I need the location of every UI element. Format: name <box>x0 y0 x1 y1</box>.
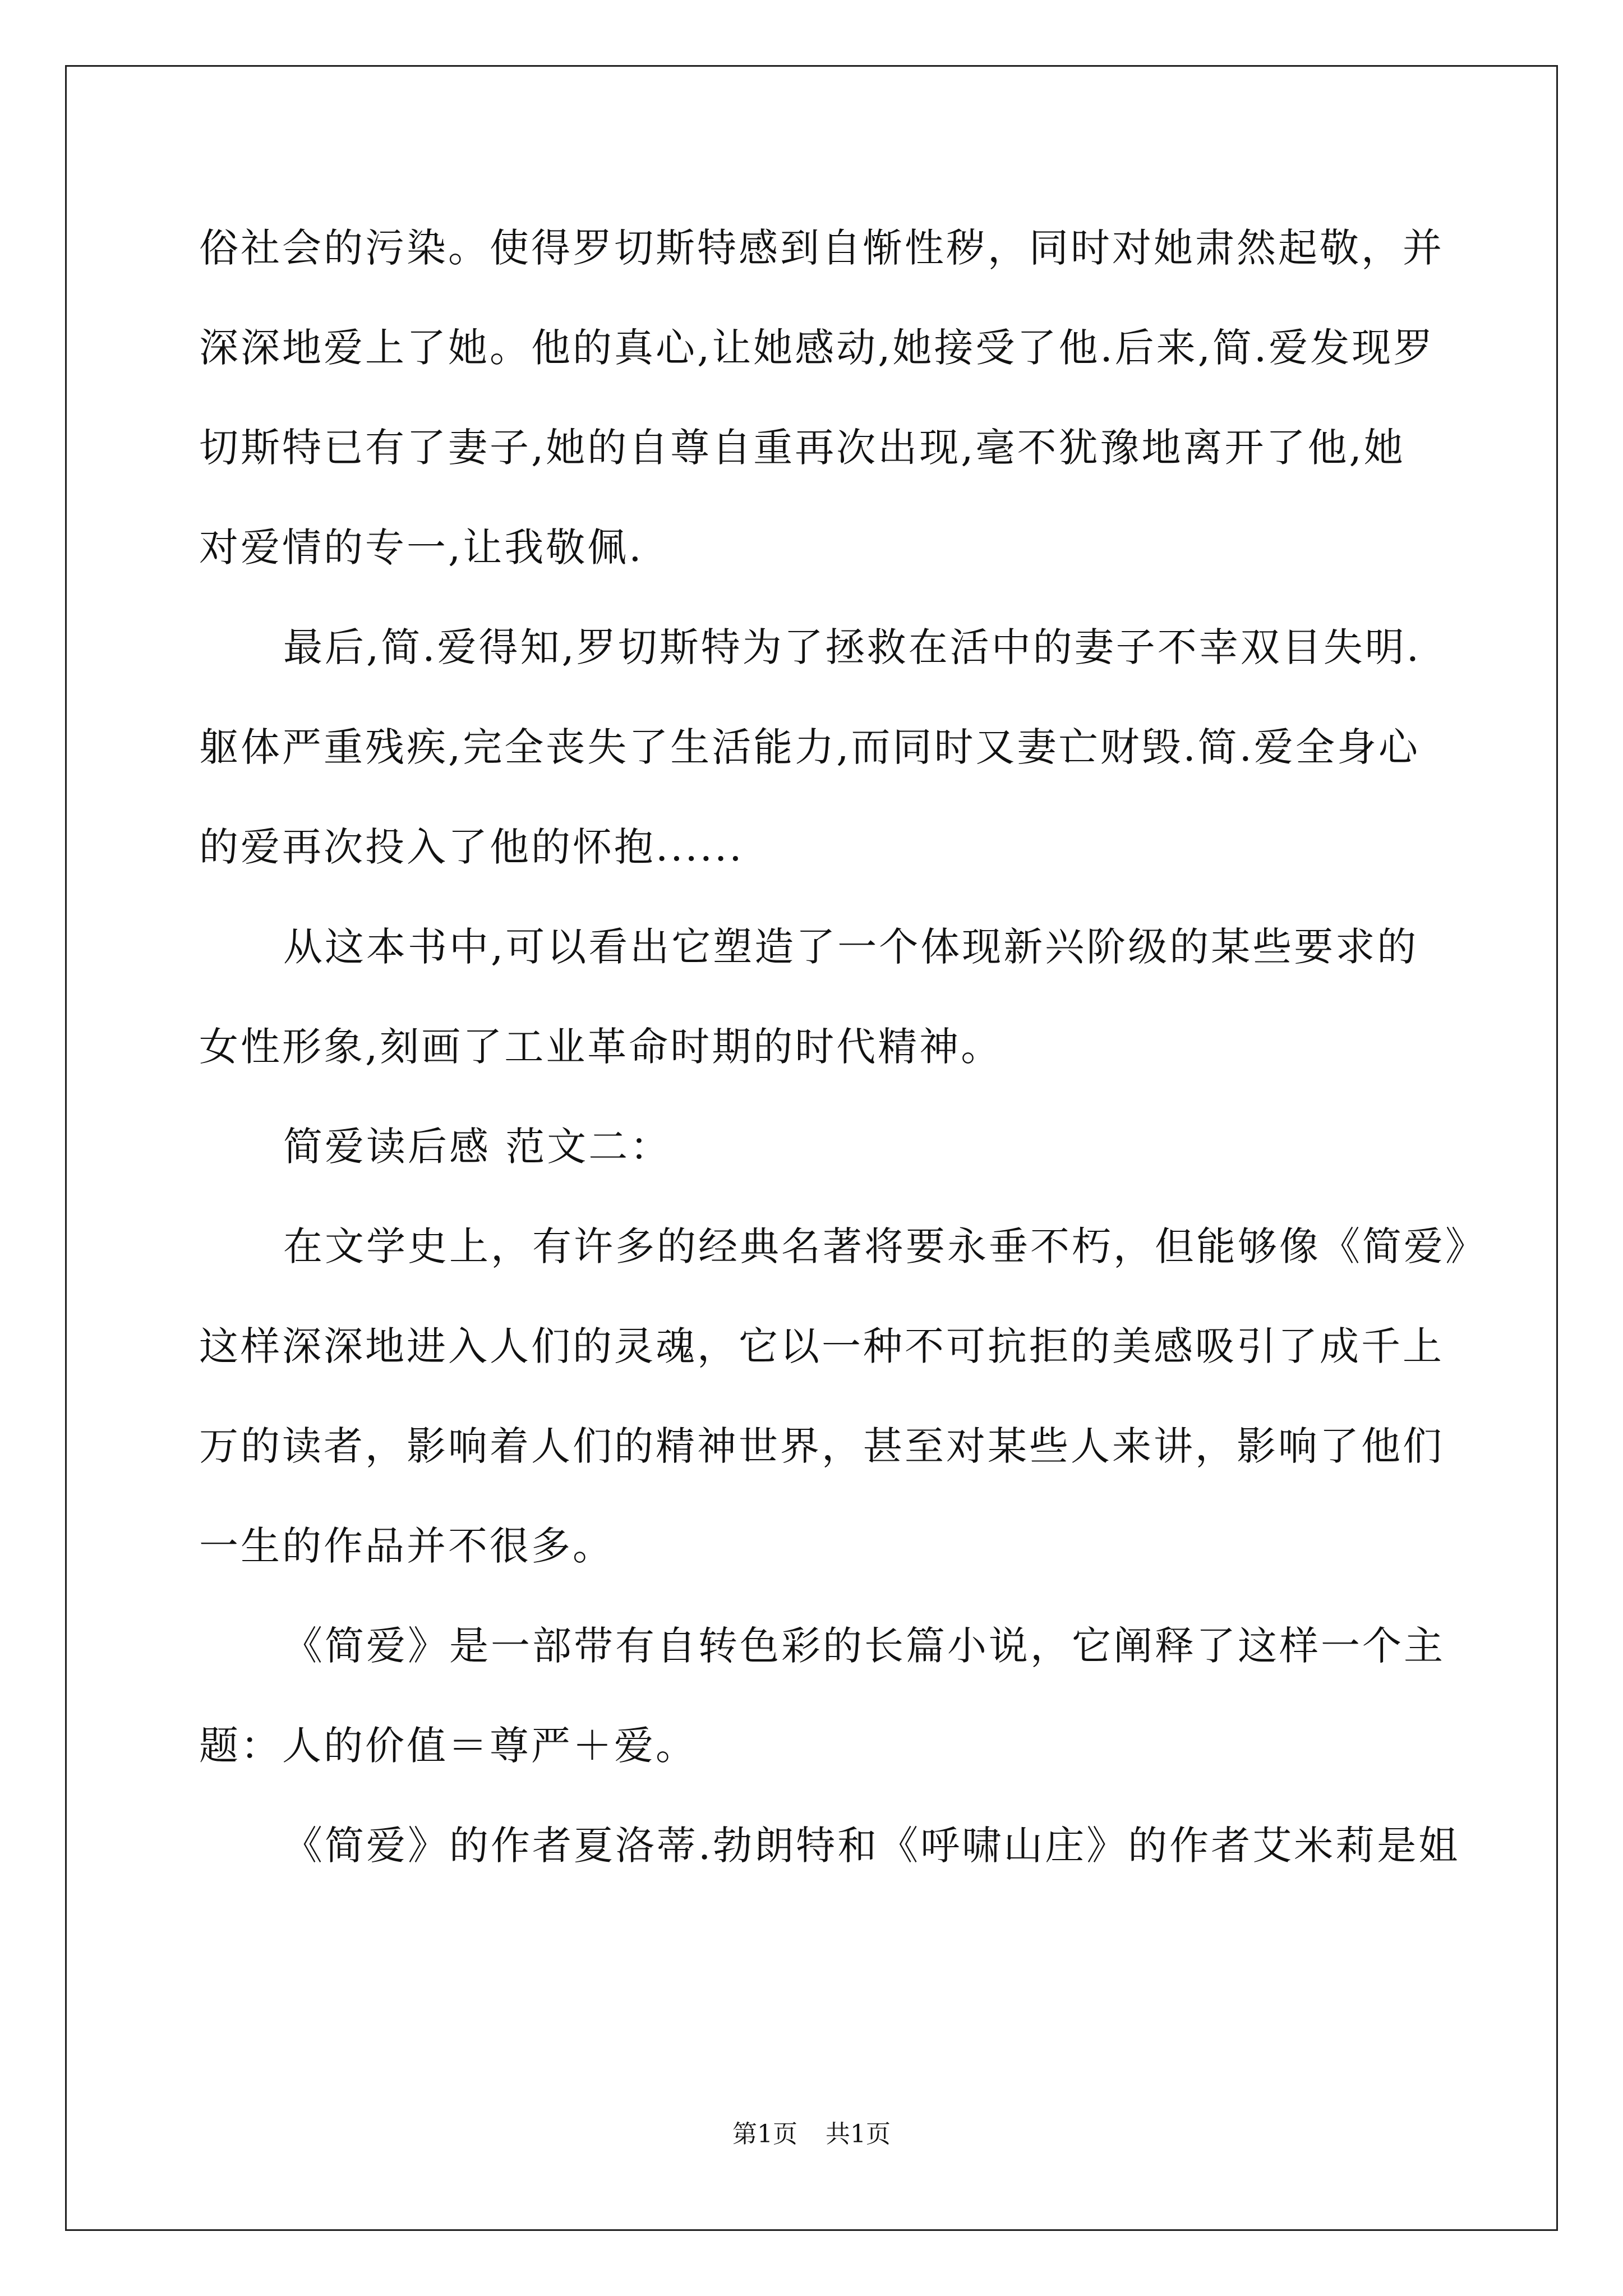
text-line: 深深地爱上了她。他的真心,让她感动,她接受了他.后来,简.爱发现罗 <box>199 325 1435 371</box>
page-total: 共1页 <box>826 2120 891 2148</box>
text-line: 万的读者，影响着人们的精神世界，甚至对某些人来讲，影响了他们 <box>199 1423 1444 1469</box>
paragraph-start-line: 《简爱》的作者夏洛蒂.勃朗特和《呼啸山庄》的作者艾米莉是姐 <box>283 1823 1460 1869</box>
page-footer <box>0 2118 1623 2151</box>
text-line: 对爱情的专一,让我敬佩. <box>199 524 644 570</box>
section-heading: 简爱读后感 范文二： <box>283 1124 672 1170</box>
paragraph-start-line: 在文学史上，有许多的经典名著将要永垂不朽，但能够像《简爱》 <box>283 1223 1487 1269</box>
text-line: 这样深深地进入人们的灵魂，它以一种不可抗拒的美感吸引了成千上 <box>199 1323 1444 1369</box>
paragraph-start-line: 从这本书中,可以看出它塑造了一个体现新兴阶级的某些要求的 <box>283 924 1419 970</box>
text-line: 题：人的价值＝尊严＋爱。 <box>199 1723 697 1769</box>
text-line: 躯体严重残疾,完全丧失了生活能力,而同时又妻亡财毁.简.爱全身心 <box>199 724 1421 770</box>
text-line: 俗社会的污染。使得罗切斯特感到自惭性秽，同时对她肃然起敬，并 <box>199 225 1444 271</box>
text-line: 女性形象,刻画了工业革命时期的时代精神。 <box>199 1024 1003 1070</box>
text-line: 的爱再次投入了他的怀抱...... <box>199 824 744 870</box>
paragraph-start-line: 最后,简.爱得知,罗切斯特为了拯救在活中的妻子不幸双目失明. <box>283 624 1422 670</box>
text-line: 一生的作品并不很多。 <box>199 1523 614 1569</box>
paragraph-start-line: 《简爱》是一部带有自转色彩的长篇小说，它阐释了这样一个主 <box>283 1623 1445 1669</box>
text-line: 切斯特已有了妻子,她的自尊自重再次出现,毫不犹豫地离开了他,她 <box>199 425 1405 471</box>
page-number: 第1页 <box>732 2120 797 2148</box>
